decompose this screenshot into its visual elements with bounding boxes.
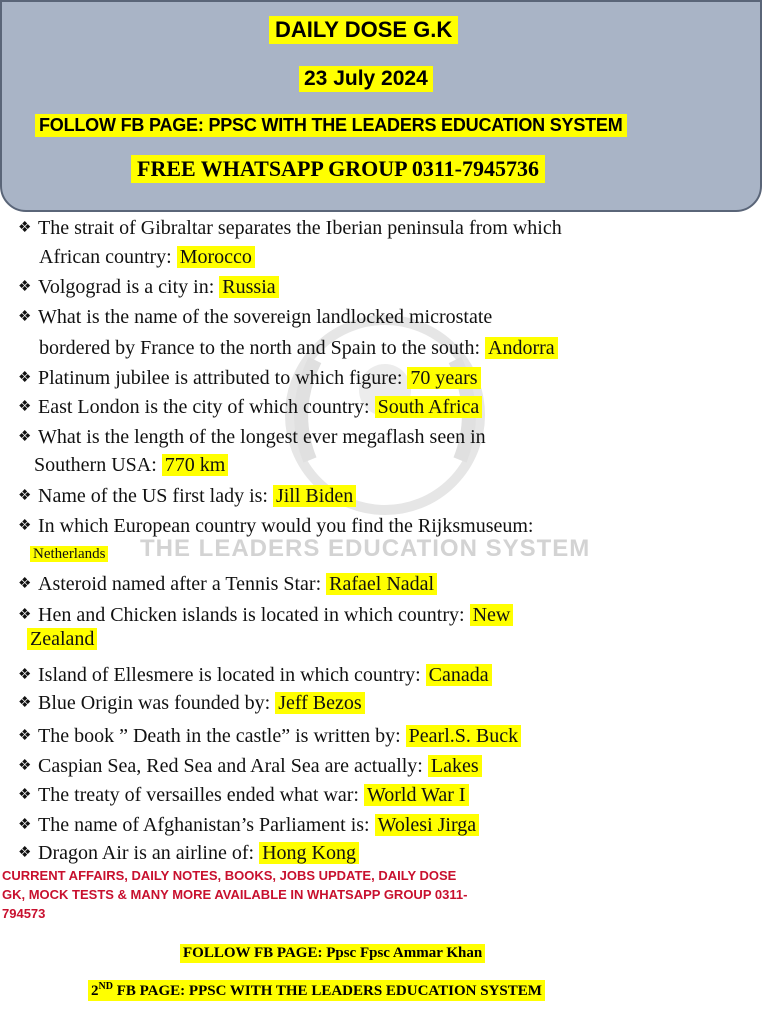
list-item-continuation <box>30 541 108 564</box>
answer-highlight: New <box>470 604 514 626</box>
question-text: Dragon Air is an airline of: <box>38 842 255 864</box>
list-item <box>18 842 359 865</box>
bullet-diamond-icon: ❖ <box>18 309 32 325</box>
watermark-text: THE LEADERS EDUCATION SYSTEM <box>140 535 591 562</box>
fb-page-2-text: FB PAGE: PPSC WITH THE LEADERS EDUCATION SYSTEM <box>112 983 542 999</box>
list-item-continuation <box>39 337 558 360</box>
question-text: Island of Ellesmere is located in which country: <box>38 664 421 686</box>
question-text: The treaty of versailles ended what war: <box>38 784 359 806</box>
page-title: DAILY DOSE G.K <box>269 16 458 44</box>
list-item <box>18 664 492 687</box>
bullet-diamond-icon: ❖ <box>18 399 32 415</box>
question-text: Asteroid named after a Tennis Star: <box>38 573 322 595</box>
question-text: Name of the US first lady is: <box>38 485 268 507</box>
list-item <box>18 755 482 778</box>
question-text: Hen and Chicken islands is located in which country: <box>38 604 465 626</box>
bullet-diamond-icon: ❖ <box>18 817 32 833</box>
answer-highlight: World War I <box>364 784 469 806</box>
answer-highlight: Pearl.S. Buck <box>406 725 521 747</box>
fb-page-2-label <box>88 980 545 1001</box>
header-banner <box>0 0 762 212</box>
date-label: 23 July 2024 <box>299 66 433 92</box>
list-item-continuation <box>39 246 255 269</box>
bullet-diamond-icon: ❖ <box>18 758 32 774</box>
list-item <box>18 725 521 748</box>
question-text: What is the length of the longest ever megaflash seen in <box>38 426 486 448</box>
list-item <box>18 276 279 299</box>
bullet-diamond-icon: ❖ <box>18 279 32 295</box>
bullet-diamond-icon: ❖ <box>18 667 32 683</box>
question-text: Volgograd is a city in: <box>38 276 215 298</box>
list-item <box>18 814 479 837</box>
answer-highlight: Zealand <box>27 628 97 650</box>
list-item <box>18 426 486 449</box>
answer-highlight: Lakes <box>428 755 482 777</box>
answer-highlight: South Africa <box>375 396 483 418</box>
bullet-diamond-icon: ❖ <box>18 429 32 445</box>
question-text: Caspian Sea, Red Sea and Aral Sea are actually: <box>38 755 423 777</box>
bullet-diamond-icon: ❖ <box>18 845 32 861</box>
question-text: What is the name of the sovereign landlocked microstate <box>38 306 493 328</box>
answer-highlight: Wolesi Jirga <box>375 814 480 836</box>
bullet-diamond-icon: ❖ <box>18 728 32 744</box>
answer-highlight: Hong Kong <box>259 842 359 864</box>
bullet-diamond-icon: ❖ <box>18 488 32 504</box>
bullet-diamond-icon: ❖ <box>18 518 32 534</box>
answer-highlight: Rafael Nadal <box>326 573 437 595</box>
bullet-diamond-icon: ❖ <box>18 370 32 386</box>
bullet-diamond-icon: ❖ <box>18 695 32 711</box>
answer-highlight: Russia <box>219 276 278 298</box>
answer-highlight: Jeff Bezos <box>275 692 365 714</box>
question-text: In which European country would you find the Rijksmuseum: <box>38 515 534 537</box>
promo-line: GK, MOCK TESTS & MANY MORE AVAILABLE IN WHATSAPP GROUP 0311- <box>2 887 468 902</box>
bullet-diamond-icon: ❖ <box>18 576 32 592</box>
fb-page-1-label: FOLLOW FB PAGE: Ppsc Fpsc Ammar Khan <box>180 944 485 963</box>
list-item <box>18 515 533 538</box>
whatsapp-group-banner: FREE WHATSAPP GROUP 0311-7945736 <box>131 155 545 183</box>
list-item <box>18 217 562 240</box>
fb-page-2-sup: ND <box>98 981 113 992</box>
question-text: Platinum jubilee is attributed to which figure: <box>38 367 403 389</box>
question-text: The strait of Gibraltar separates the Iberian peninsula from which <box>38 217 562 239</box>
list-item <box>18 367 481 390</box>
question-text: bordered by France to the north and Spain to the south: <box>39 337 481 359</box>
fb-page-2-prefix: 2 <box>91 983 99 999</box>
question-text: The name of Afghanistan’s Parliament is: <box>38 814 370 836</box>
list-item <box>18 604 513 627</box>
question-text: The book ” Death in the castle” is written by: <box>38 725 401 747</box>
list-item <box>18 784 469 807</box>
question-text: East London is the city of which country: <box>38 396 370 418</box>
answer-highlight: Morocco <box>177 246 255 268</box>
follow-fb-banner: FOLLOW FB PAGE: PPSC WITH THE LEADERS EDUCATION SYSTEM <box>35 114 627 137</box>
promo-line: 794573 <box>2 906 46 921</box>
answer-highlight: Andorra <box>485 337 558 359</box>
whatsapp-promo-text <box>2 866 662 923</box>
bullet-diamond-icon: ❖ <box>18 607 32 623</box>
list-item <box>18 396 482 419</box>
list-item <box>18 692 365 715</box>
list-item <box>18 485 356 508</box>
question-text: African country: <box>39 246 172 268</box>
answer-highlight: 70 years <box>407 367 480 389</box>
question-text: Blue Origin was founded by: <box>38 692 271 714</box>
answer-highlight: Jill Biden <box>273 485 356 507</box>
answer-highlight: 770 km <box>162 454 229 476</box>
list-item-continuation <box>27 628 97 651</box>
promo-line: CURRENT AFFAIRS, DAILY NOTES, BOOKS, JOBS UPDATE, DAILY DOSE <box>2 868 457 883</box>
answer-highlight: Netherlands <box>30 546 108 562</box>
question-text: Southern USA: <box>34 454 157 476</box>
answer-highlight: Canada <box>426 664 492 686</box>
list-item <box>18 306 492 329</box>
list-item-continuation <box>34 454 228 477</box>
list-item <box>18 573 437 596</box>
bullet-diamond-icon: ❖ <box>18 787 32 803</box>
bullet-diamond-icon: ❖ <box>18 220 32 236</box>
